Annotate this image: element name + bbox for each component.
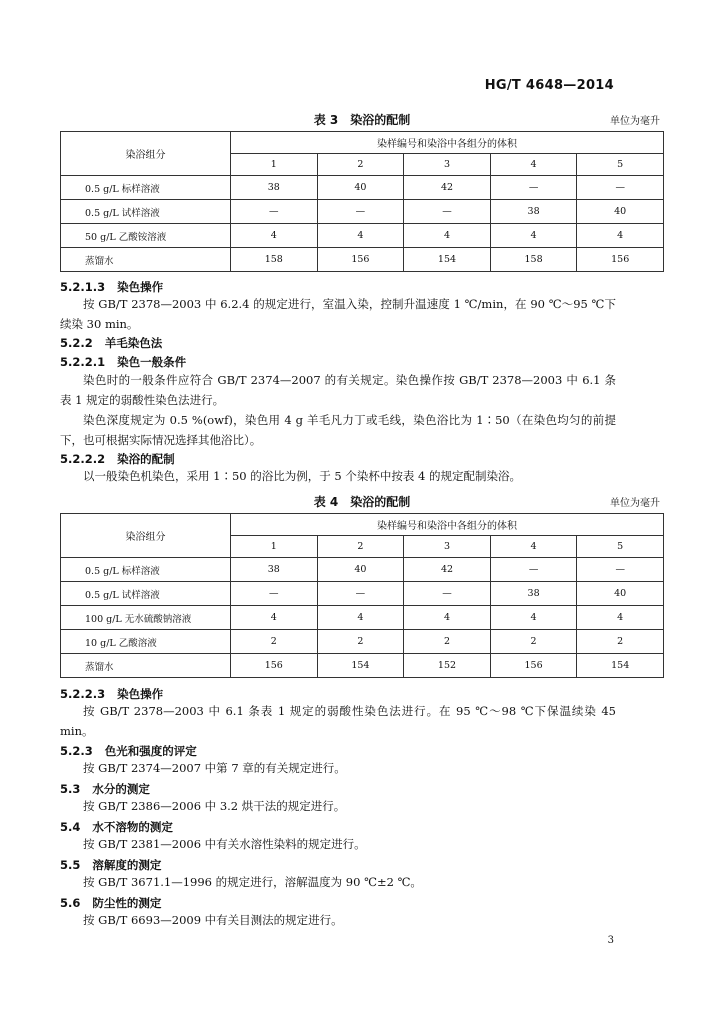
section-title: 染色一般条件	[117, 355, 187, 369]
table-cell: 4	[577, 606, 664, 630]
table-row	[61, 176, 664, 200]
table-cell: 38	[490, 582, 577, 606]
section-heading-5-2-2-2	[60, 451, 175, 467]
table-cell-label: 0.5 g/L 试样溶液	[61, 200, 231, 224]
table-cell: 42	[404, 558, 491, 582]
section-number: 5.2.3	[60, 744, 93, 758]
table-3-unit: 单位为毫升	[610, 116, 660, 127]
table-cell: 40	[577, 200, 664, 224]
paragraph-5-2-3: 按 GB/T 2374—2007 中第 7 章的有关规定进行。	[83, 761, 346, 775]
table-cell: 2	[317, 630, 404, 654]
table-cell: 4	[317, 606, 404, 630]
table-row	[61, 248, 664, 272]
table-cell: 38	[231, 176, 318, 200]
table-3-group-header: 染样编号和染浴中各组分的体积	[231, 132, 664, 154]
table-3-row-header: 染浴组分	[61, 132, 231, 176]
section-title: 水不溶物的测定	[92, 820, 173, 834]
table-cell: —	[404, 582, 491, 606]
section-title: 溶解度的测定	[92, 858, 162, 872]
table-row	[61, 582, 664, 606]
table-cell: —	[231, 200, 318, 224]
table-4-col-header: 3	[404, 536, 491, 558]
section-heading-5-2-2-1	[60, 354, 186, 370]
table-4-group-header: 染样编号和染浴中各组分的体积	[231, 514, 664, 536]
table-row	[61, 558, 664, 582]
table-row	[61, 606, 664, 630]
table-3-col-header: 5	[577, 154, 664, 176]
table-cell: 154	[404, 248, 491, 272]
table-cell: —	[577, 558, 664, 582]
section-number: 5.2.2.2	[60, 452, 106, 466]
table-cell: —	[490, 558, 577, 582]
table-cell: 4	[317, 224, 404, 248]
table-3-col-header: 1	[231, 154, 318, 176]
table-cell: 156	[317, 248, 404, 272]
section-heading-5-2-2-3	[60, 686, 163, 702]
table-cell: —	[317, 200, 404, 224]
table-cell: 4	[490, 606, 577, 630]
paragraph-5-2-1-3: 按 GB/T 2378—2003 中 6.2.4 的规定进行，室温入染，控制升温速度 1 ℃/min，在 90 ℃～95 ℃下续染 30 min。	[60, 297, 616, 331]
section-heading-5-2-2	[60, 335, 162, 351]
section-title: 羊毛染色法	[104, 336, 163, 350]
table-cell-label: 50 g/L 乙酸铵溶液	[61, 224, 231, 248]
section-number: 5.2.2.1	[60, 355, 106, 369]
section-title: 染色操作	[117, 280, 164, 294]
section-title: 防尘性的测定	[92, 896, 162, 910]
table-row	[61, 630, 664, 654]
table-cell-label: 10 g/L 乙酸溶液	[61, 630, 231, 654]
section-title: 染色操作	[117, 687, 164, 701]
section-number: 5.3	[60, 782, 81, 796]
section-number: 5.6	[60, 896, 81, 910]
table-cell: 4	[490, 224, 577, 248]
table-4-row-header: 染浴组分	[61, 514, 231, 558]
table-cell: 4	[404, 224, 491, 248]
paragraph-5-3: 按 GB/T 2386—2006 中 3.2 烘干法的规定进行。	[83, 799, 346, 813]
section-heading-5-2-3	[60, 743, 197, 759]
table-cell: —	[317, 582, 404, 606]
table-cell: 158	[490, 248, 577, 272]
table-3	[60, 131, 664, 272]
table-cell: 2	[490, 630, 577, 654]
section-number: 5.2.2	[60, 336, 93, 350]
table-cell: 42	[404, 176, 491, 200]
table-cell-label: 100 g/L 无水硫酸钠溶液	[61, 606, 231, 630]
section-number: 5.4	[60, 820, 81, 834]
table-4-caption	[60, 493, 664, 509]
paragraph-5-5: 按 GB/T 3671.1—1996 的规定进行，溶解温度为 90 ℃±2 ℃。	[83, 875, 422, 889]
table-cell: 156	[231, 654, 318, 678]
table-cell: 38	[231, 558, 318, 582]
section-heading-5-6	[60, 895, 161, 911]
table-4-unit: 单位为毫升	[610, 498, 660, 509]
table-cell-label: 0.5 g/L 标样溶液	[61, 558, 231, 582]
table-cell: 4	[404, 606, 491, 630]
table-cell: 2	[404, 630, 491, 654]
paragraph-5-2-2-3: 按 GB/T 2378—2003 中 6.1 条表 1 规定的弱酸性染色法进行。在 95 ℃～98 ℃下保温续染 45 min。	[60, 704, 616, 738]
table-cell: 40	[317, 558, 404, 582]
table-cell: —	[231, 582, 318, 606]
table-cell: 2	[231, 630, 318, 654]
table-cell-label: 蒸馏水	[61, 654, 231, 678]
section-title: 染浴的配制	[117, 452, 175, 466]
table-3-title: 表 3 染浴的配制	[313, 113, 411, 127]
table-3-col-header: 2	[317, 154, 404, 176]
table-3-col-header: 3	[404, 154, 491, 176]
table-3-caption	[60, 111, 664, 127]
table-4-title: 表 4 染浴的配制	[313, 495, 411, 509]
section-heading-5-4	[60, 819, 173, 835]
table-cell: 156	[577, 248, 664, 272]
section-number: 5.2.1.3	[60, 280, 106, 294]
table-cell: —	[490, 176, 577, 200]
section-number: 5.2.2.3	[60, 687, 106, 701]
paragraph-5-2-2-1-b: 染色深度规定为 0.5 %(owf)，染色用 4 g 羊毛凡力丁或毛线，染色浴比为 1∶50（在染色均匀的前提下，也可根据实际情况选择其他浴比）。	[60, 413, 616, 447]
table-cell: 40	[317, 176, 404, 200]
table-4	[60, 513, 664, 678]
table-cell: 158	[231, 248, 318, 272]
section-heading-5-5	[60, 857, 161, 873]
section-heading-5-3	[60, 781, 150, 797]
paragraph-5-2-2-2: 以一般染色机染色，采用 1∶50 的浴比为例，于 5 个染杯中按表 4 的规定配制染浴。	[83, 469, 522, 483]
table-cell: —	[577, 176, 664, 200]
table-cell-label: 蒸馏水	[61, 248, 231, 272]
table-cell: 40	[577, 582, 664, 606]
table-cell: 2	[577, 630, 664, 654]
table-cell-label: 0.5 g/L 标样溶液	[61, 176, 231, 200]
table-cell: —	[404, 200, 491, 224]
table-4-col-header: 5	[577, 536, 664, 558]
table-row	[61, 224, 664, 248]
table-cell: 156	[490, 654, 577, 678]
table-cell: 38	[490, 200, 577, 224]
table-row	[61, 200, 664, 224]
section-title: 色光和强度的评定	[104, 744, 197, 758]
paragraph-5-4: 按 GB/T 2381—2006 中有关水溶性染料的规定进行。	[83, 837, 366, 851]
table-4-col-header: 4	[490, 536, 577, 558]
table-4-col-header: 1	[231, 536, 318, 558]
table-3-col-header: 4	[490, 154, 577, 176]
page-number: 3	[607, 935, 614, 946]
paragraph-5-2-2-1-a: 染色时的一般条件应符合 GB/T 2374—2007 的有关规定。染色操作按 GB/T 2378—2003 中 6.1 条表 1 规定的弱酸性染色法进行。	[60, 373, 616, 407]
doc-code-header: HG/T 4648—2014	[484, 78, 614, 93]
table-cell: 154	[577, 654, 664, 678]
section-number: 5.5	[60, 858, 81, 872]
table-cell: 154	[317, 654, 404, 678]
table-cell: 152	[404, 654, 491, 678]
table-cell: 4	[231, 224, 318, 248]
table-4-col-header: 2	[317, 536, 404, 558]
paragraph-5-6: 按 GB/T 6693—2009 中有关目测法的规定进行。	[83, 913, 343, 927]
section-heading-5-2-1-3	[60, 279, 163, 295]
table-cell: 4	[231, 606, 318, 630]
table-cell-label: 0.5 g/L 试样溶液	[61, 582, 231, 606]
table-row	[61, 654, 664, 678]
table-cell: 4	[577, 224, 664, 248]
section-title: 水分的测定	[92, 782, 150, 796]
